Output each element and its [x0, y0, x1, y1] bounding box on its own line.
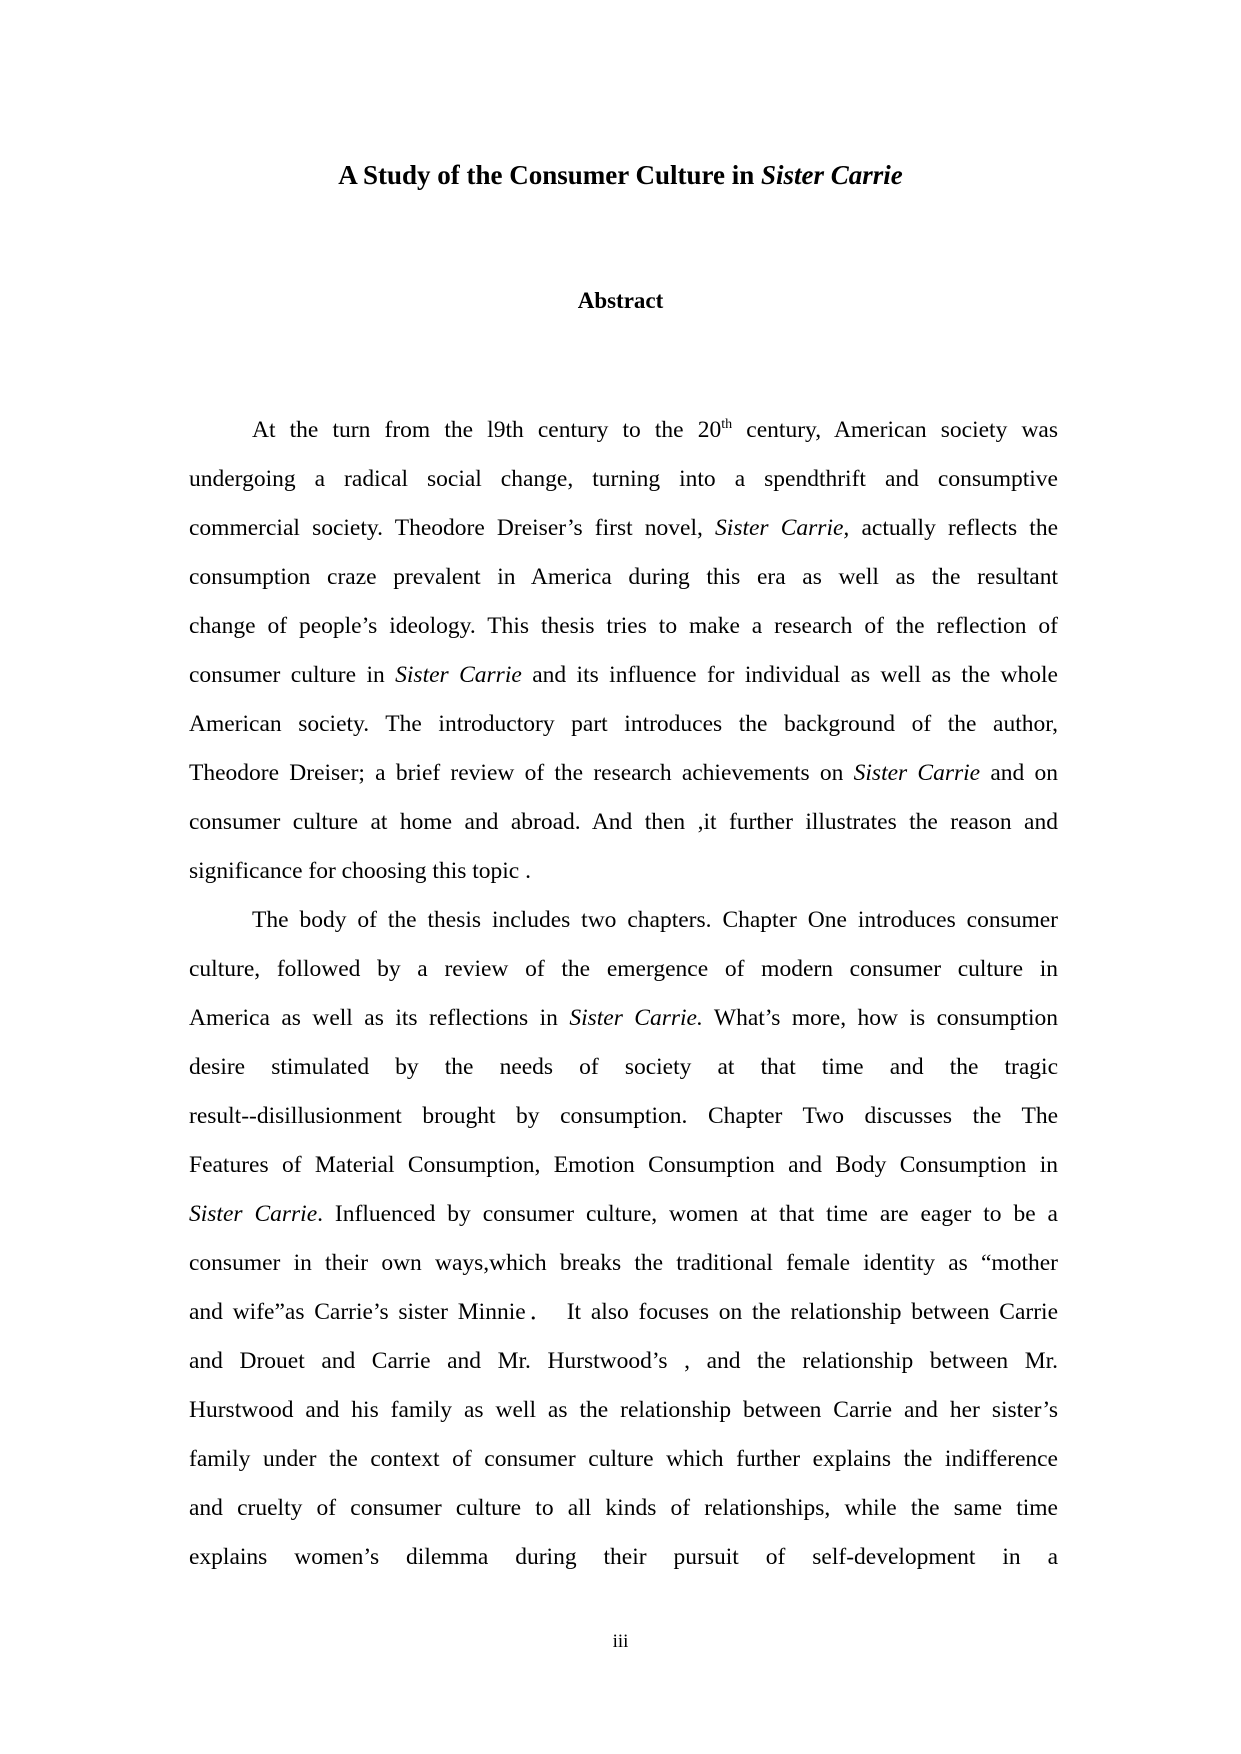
text-line: [189, 406, 1058, 455]
line-text: and wife”as Carrie’s sister Minnie． It also focuses on the relationship between Carrie: [189, 1299, 1058, 1325]
line-text: desire stimulated by the needs of society at that time and the tragic: [189, 1054, 1058, 1080]
line-text: commercial society. Theodore Dreiser’s first novel,: [189, 515, 716, 541]
book-title-italic: Sister Carrie: [189, 1201, 318, 1227]
paper-title-main: A Study of the Consumer Culture in: [338, 160, 762, 190]
line-text: and its influence for individual as well as the whole: [521, 662, 1058, 688]
line-text: . Influenced by consumer culture, women at that time are eager to be a: [317, 1201, 1058, 1227]
line-text: consumption craze prevalent in America during this era as well as the resultant: [189, 564, 1058, 590]
line-text: and Drouet and Carrie and Mr. Hurstwood’s , and the relationship between Mr.: [189, 1348, 1058, 1374]
line-text: Hurstwood and his family as well as the relationship between Carrie and her sister’s: [189, 1397, 1058, 1423]
abstract-body: [189, 406, 1058, 1582]
book-title-italic: Sister Carrie,: [715, 515, 850, 541]
text-line: [189, 1288, 1058, 1337]
line-text: culture, followed by a review of the emergence of modern consumer culture in: [189, 956, 1058, 982]
line-text: significance for choosing this topic .: [189, 858, 531, 884]
text-line: [189, 504, 1058, 553]
line-text: change of people’s ideology. This thesis tries to make a research of the reflection of: [189, 613, 1058, 639]
text-line: [189, 1484, 1058, 1533]
text-line: [189, 651, 1058, 700]
text-line: [189, 553, 1058, 602]
book-title-italic: Sister Carrie: [395, 662, 522, 688]
text-line: [189, 896, 1058, 945]
line-text: At the turn from the l9th century to the 20: [252, 417, 722, 443]
text-line: [189, 1533, 1058, 1582]
page-number: iii: [612, 1631, 629, 1652]
book-title-italic: Sister Carrie.: [569, 1005, 703, 1031]
line-text: consumer culture in: [189, 662, 396, 688]
line-text: actually reflects the: [849, 515, 1059, 541]
text-line: [189, 1043, 1058, 1092]
abstract-heading: Abstract: [577, 288, 664, 313]
superscript: th: [721, 417, 733, 433]
paper-title: [0, 158, 1241, 192]
line-text: century, American society was: [732, 417, 1059, 443]
text-line: [189, 455, 1058, 504]
book-title-italic: Sister Carrie: [853, 760, 981, 786]
line-text: The body of the thesis includes two chapters. Chapter One introduces consumer: [252, 907, 1058, 933]
text-line: [189, 700, 1058, 749]
line-text: consumer culture at home and abroad. And then ,it further illustrates the reason and: [189, 809, 1058, 835]
paper-title-italic: Sister Carrie: [761, 160, 903, 190]
text-line: [189, 1337, 1058, 1386]
text-line: [189, 1092, 1058, 1141]
line-text: and cruelty of consumer culture to all kinds of relationships, while the same time: [189, 1495, 1058, 1521]
text-line: [189, 798, 1058, 847]
text-line: [189, 847, 1058, 896]
text-line: [189, 1141, 1058, 1190]
line-text: Features of Material Consumption, Emotion Consumption and Body Consumption in: [189, 1152, 1058, 1178]
text-line: [189, 602, 1058, 651]
line-text: family under the context of consumer culture which further explains the indifference: [189, 1446, 1058, 1472]
text-line: [189, 1386, 1058, 1435]
line-text: Theodore Dreiser; a brief review of the research achievements on: [189, 760, 854, 786]
line-text: and on: [980, 760, 1058, 786]
text-line: [189, 1239, 1058, 1288]
text-line: [189, 994, 1058, 1043]
text-line: [189, 945, 1058, 994]
text-line: [189, 1190, 1058, 1239]
line-text: What’s more, how is consumption: [702, 1005, 1058, 1031]
line-text: result--disillusionment brought by consumption. Chapter Two discusses the The: [189, 1103, 1058, 1129]
text-line: [189, 749, 1058, 798]
line-text: America as well as its reflections in: [189, 1005, 570, 1031]
line-text: explains women’s dilemma during their pursuit of self-development in a: [189, 1544, 1058, 1570]
line-text: undergoing a radical social change, turning into a spendthrift and consumptive: [189, 466, 1058, 492]
line-text: consumer in their own ways,which breaks the traditional female identity as “mother: [189, 1250, 1058, 1276]
text-line: [189, 1435, 1058, 1484]
line-text: American society. The introductory part introduces the background of the author,: [189, 711, 1058, 737]
